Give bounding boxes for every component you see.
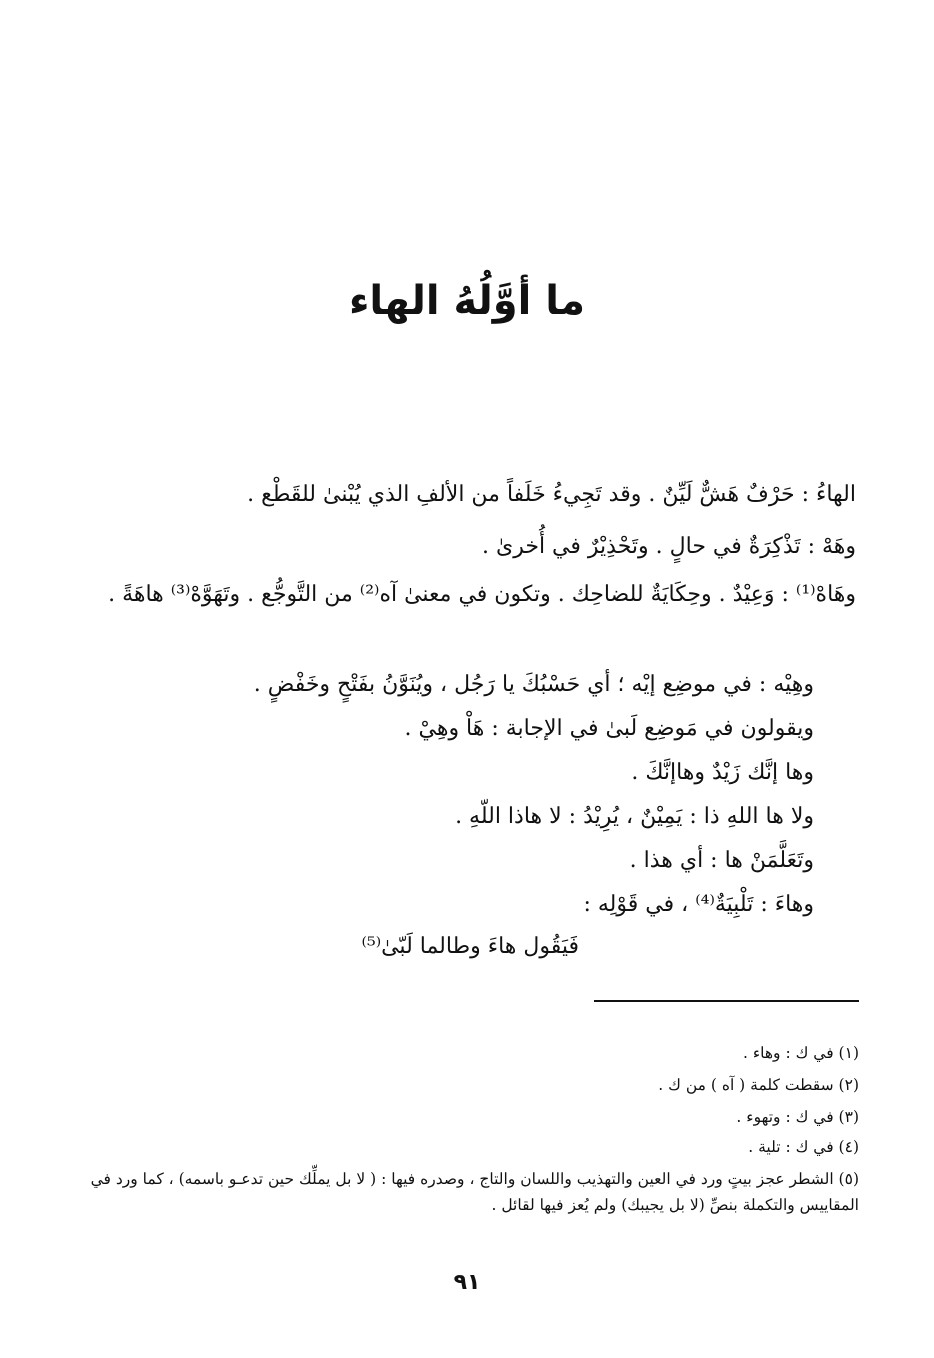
paragraph-line-4: وهِيْه : في موضِع إيْه ؛ أي حَسْبُكَ يا رَجُل ، ويُنَوَّنُ بفَتْحٍ وخَفْضٍ . (253, 672, 814, 697)
paragraph-line-9: وهاءَ : تَلْبِيَةٌ⁽⁴⁾ ، في قَوْلِه : (583, 892, 814, 917)
footnote-2: (٢) سقطت كلمة ( آه ) من ك . (658, 1076, 859, 1094)
verse-line: فَيَقُول هاءَ وطالما لَبّىٰ⁽⁵⁾ (361, 934, 579, 959)
chapter-title: ما أوَّلُهُ الهاء (348, 278, 586, 324)
footnote-3: (٣) في ك : وتهوء . (736, 1108, 859, 1126)
footnote-4: (٤) في ك : تلية . (748, 1138, 859, 1156)
paragraph-line-2: وهَهْ : تَذْكِرَةٌ في حالٍ . وتَحْذِيْرٌ في أُخرىٰ . (482, 534, 856, 559)
paragraph-line-7: ولا ها اللهِ ذا : يَمِيْنٌ ، يُرِيْدُ : لا هاذا اللّهِ . (455, 804, 814, 829)
paragraph-line-3: وهَاهْ⁽¹⁾ : وَعِيْدٌ . وحِكَايَةٌ للضاحِك . وتكون في معنىٰ آه⁽²⁾ من التَّوجُّع . وتَهَوَّهْ⁽³⁾ هاهَةً . (108, 582, 856, 607)
paragraph-line-1: الهاءُ : حَرْفٌ هَشٌّ لَيِّنٌ . وقد تَجِيءُ خَلَفاً من الألفِ الذي يُبْنىٰ للقَطْع . (247, 482, 856, 507)
footnote-1: (١) في ك : وهاء . (743, 1044, 859, 1062)
paragraph-line-5: ويقولون في مَوضِع لَبىٰ في الإجابة : هَاْ وهِيْ . (404, 716, 814, 741)
paragraph-line-8: وتَعَلَّمَنْ ها : أي هذا . (629, 848, 814, 873)
footnote-5: (٥) الشطر عجز بيتٍ ورد في العين والتهذيب واللسان والتاج ، وصدره فيها : ( لا بل يملِّك حين تدعـو باسمه) ، كما ورد في المقاييس والتكملة بنصِّ (لا بل يجيبك) ولم يُعز فيها لقائل . (90, 1170, 859, 1214)
footnote-separator (594, 1000, 859, 1002)
paragraph-line-6: وها إنَّك زَيْدٌ وهاإنَّكَ . (631, 760, 814, 785)
page-number: ٩١ (453, 1270, 481, 1295)
